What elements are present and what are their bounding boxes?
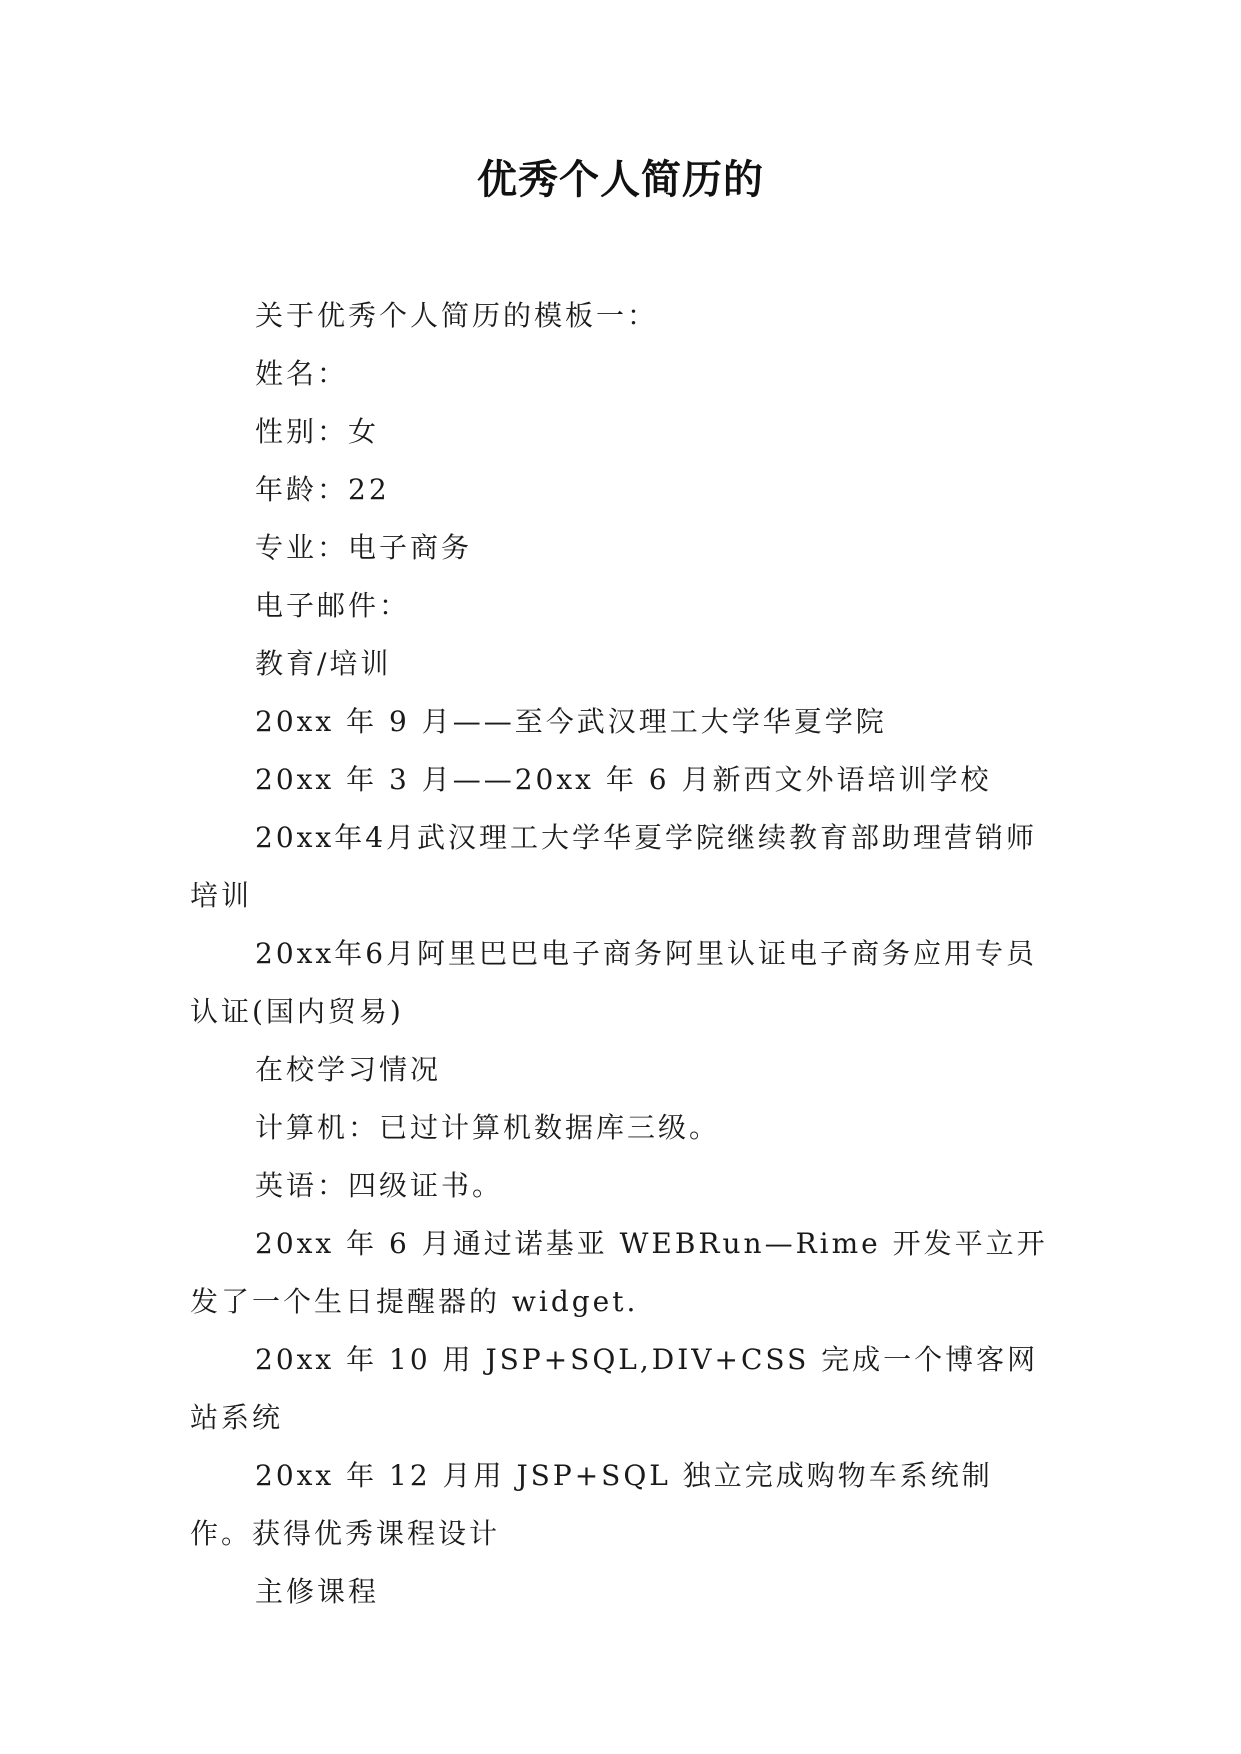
paragraph-study-heading: 在校学习情况 (255, 1053, 442, 1086)
paragraph-email: 电子邮件： (255, 589, 411, 622)
paragraph-major: 专业：电子商务 (255, 531, 473, 564)
paragraph-name: 姓名： (255, 357, 349, 390)
paragraph-project-2: 20xx 年 10 用 JSP+SQL,DIV+CSS 完成一个博客网站系统 (190, 1343, 1039, 1434)
paragraph-english: 英语：四级证书。 (255, 1169, 504, 1202)
paragraph-project-3: 20xx 年 12 月用 JSP+SQL 独立完成购物车系统制作。获得优秀课程设计 (190, 1459, 993, 1550)
paragraph-courses-heading: 主修课程 (255, 1575, 380, 1608)
paragraph-education-3: 20xx年4月武汉理工大学华夏学院继续教育部助理营销师培训 (190, 821, 1038, 912)
paragraph-education-4: 20xx年6月阿里巴巴电子商务阿里认证电子商务应用专员认证(国内贸易) (190, 937, 1038, 1028)
paragraph-project-1: 20xx 年 6 月通过诺基亚 WEBRun—Rime 开发平立开发了一个生日提醒器的 widget. (190, 1227, 1048, 1318)
paragraph-age: 年龄：22 (255, 473, 390, 506)
paragraph-education-2: 20xx 年 3 月——20xx 年 6 月新西文外语培训学校 (255, 763, 992, 796)
document-title: 优秀个人简历的 (477, 156, 764, 203)
paragraph-education-1: 20xx 年 9 月——至今武汉理工大学华夏学院 (255, 705, 887, 738)
paragraph-gender: 性别：女 (255, 415, 380, 448)
paragraph-computer: 计算机：已过计算机数据库三级。 (255, 1111, 721, 1144)
document-body (190, 287, 1050, 1621)
paragraph-education-heading: 教育/培训 (255, 647, 392, 680)
paragraph-template-intro: 关于优秀个人简历的模板一： (255, 299, 659, 332)
